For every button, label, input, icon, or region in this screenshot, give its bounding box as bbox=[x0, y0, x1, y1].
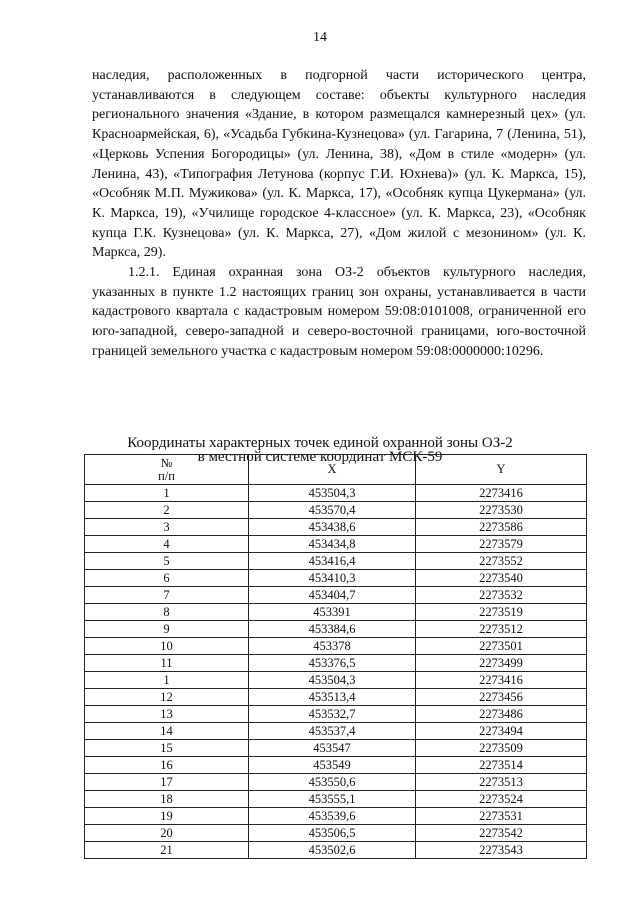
body-text bbox=[92, 66, 586, 362]
cell-x: 453384,6 bbox=[249, 621, 416, 638]
cell-y: 2273456 bbox=[416, 689, 587, 706]
table-header-row bbox=[85, 455, 587, 485]
table-row bbox=[85, 757, 587, 774]
cell-y: 2273530 bbox=[416, 502, 587, 519]
cell-y: 2273514 bbox=[416, 757, 587, 774]
table-row bbox=[85, 570, 587, 587]
table-row bbox=[85, 638, 587, 655]
cell-number: 9 bbox=[85, 621, 249, 638]
table-row bbox=[85, 808, 587, 825]
cell-x: 453539,6 bbox=[249, 808, 416, 825]
cell-x: 453438,6 bbox=[249, 519, 416, 536]
header-number-line-1: № bbox=[160, 455, 173, 470]
cell-y: 2273499 bbox=[416, 655, 587, 672]
cell-number: 11 bbox=[85, 655, 249, 672]
paragraph-1-2-1: 1.2.1. Единая охранная зона ОЗ-2 объектов культурного наследия, указанных в пункте 1.2 настоящих границ зон охраны, устанавливается в части кадастрового квартала с кадастровым номером 59:08:0101008, ограниченной его юго-западной, северо-западной и северо-восточной границами, юго-восточной границей земельного участка с кадастровым номером 59:08:0000000:10296. bbox=[92, 265, 586, 359]
cell-number: 5 bbox=[85, 553, 249, 570]
coordinates-table bbox=[84, 454, 587, 859]
cell-number: 14 bbox=[85, 723, 249, 740]
table-row bbox=[85, 723, 587, 740]
table-row bbox=[85, 655, 587, 672]
table-row bbox=[85, 689, 587, 706]
table-row bbox=[85, 621, 587, 638]
cell-x: 453550,6 bbox=[249, 774, 416, 791]
paragraph-continuation: наследия, расположенных в подгорной части исторического центра, устанавливаются в следующем составе: объекты культурного наследия регионального значения «Здание, в котором размещался камнерезный цех» (ул. Красноармейская, 6), «Усадьба Губкина-Кузнецова» (ул. Гагарина, 7 (Ленина, 51), «Церковь Успения Богородицы» (ул. Ленина, 38), «Дом в стиле «модерн» (ул. Ленина, 43), «Типография Летунова (корпус Г.И. Юхнева)» (ул. К. Маркса, 15), «Особняк М.П. Мужикова» (ул. К. Маркса, 17), «Особняк купца Цукермана» (ул. К. Маркса, 19), «Училище городское 4-классное» (ул. К. Маркса, 23), «Особняк купца Г.К. Кузнецова» (ул. К. Маркса, 27), «Дом жилой с мезонином» (ул. К. Маркса, 29). bbox=[92, 68, 586, 261]
cell-y: 2273579 bbox=[416, 536, 587, 553]
cell-y: 2273416 bbox=[416, 485, 587, 502]
cell-number: 21 bbox=[85, 842, 249, 859]
cell-x: 453504,3 bbox=[249, 672, 416, 689]
header-y: Y bbox=[416, 455, 587, 485]
table-row bbox=[85, 791, 587, 808]
header-x: X bbox=[249, 455, 416, 485]
cell-number: 8 bbox=[85, 604, 249, 621]
cell-y: 2273494 bbox=[416, 723, 587, 740]
table-row bbox=[85, 672, 587, 689]
cell-y: 2273524 bbox=[416, 791, 587, 808]
cell-number: 4 bbox=[85, 536, 249, 553]
cell-x: 453555,1 bbox=[249, 791, 416, 808]
table-row bbox=[85, 502, 587, 519]
table-row bbox=[85, 774, 587, 791]
cell-y: 2273513 bbox=[416, 774, 587, 791]
cell-y: 2273586 bbox=[416, 519, 587, 536]
table-row bbox=[85, 842, 587, 859]
table-row bbox=[85, 519, 587, 536]
table-row bbox=[85, 485, 587, 502]
cell-x: 453502,6 bbox=[249, 842, 416, 859]
cell-y: 2273509 bbox=[416, 740, 587, 757]
cell-x: 453376,5 bbox=[249, 655, 416, 672]
cell-number: 17 bbox=[85, 774, 249, 791]
cell-number: 2 bbox=[85, 502, 249, 519]
cell-x: 453513,4 bbox=[249, 689, 416, 706]
cell-number: 3 bbox=[85, 519, 249, 536]
cell-y: 2273531 bbox=[416, 808, 587, 825]
table-row bbox=[85, 553, 587, 570]
cell-x: 453504,3 bbox=[249, 485, 416, 502]
header-number bbox=[85, 455, 249, 485]
cell-y: 2273552 bbox=[416, 553, 587, 570]
cell-y: 2273543 bbox=[416, 842, 587, 859]
cell-number: 1 bbox=[85, 672, 249, 689]
cell-x: 453410,3 bbox=[249, 570, 416, 587]
cell-number: 16 bbox=[85, 757, 249, 774]
cell-number: 20 bbox=[85, 825, 249, 842]
table-row bbox=[85, 587, 587, 604]
cell-y: 2273486 bbox=[416, 706, 587, 723]
cell-x: 453416,4 bbox=[249, 553, 416, 570]
cell-number: 13 bbox=[85, 706, 249, 723]
cell-number: 6 bbox=[85, 570, 249, 587]
cell-x: 453506,5 bbox=[249, 825, 416, 842]
table-row bbox=[85, 706, 587, 723]
table-row bbox=[85, 740, 587, 757]
cell-x: 453570,4 bbox=[249, 502, 416, 519]
cell-y: 2273542 bbox=[416, 825, 587, 842]
cell-x: 453378 bbox=[249, 638, 416, 655]
cell-number: 19 bbox=[85, 808, 249, 825]
cell-y: 2273519 bbox=[416, 604, 587, 621]
cell-x: 453434,8 bbox=[249, 536, 416, 553]
cell-number: 12 bbox=[85, 689, 249, 706]
cell-x: 453404,7 bbox=[249, 587, 416, 604]
cell-y: 2273512 bbox=[416, 621, 587, 638]
table-row bbox=[85, 604, 587, 621]
table-row bbox=[85, 825, 587, 842]
cell-x: 453547 bbox=[249, 740, 416, 757]
cell-x: 453391 bbox=[249, 604, 416, 621]
cell-number: 18 bbox=[85, 791, 249, 808]
table-row bbox=[85, 536, 587, 553]
header-number-line-2: п/п bbox=[158, 468, 175, 483]
cell-number: 1 bbox=[85, 485, 249, 502]
page-number: 14 bbox=[313, 30, 327, 45]
cell-y: 2273532 bbox=[416, 587, 587, 604]
cell-number: 15 bbox=[85, 740, 249, 757]
cell-y: 2273501 bbox=[416, 638, 587, 655]
cell-x: 453537,4 bbox=[249, 723, 416, 740]
cell-x: 453532,7 bbox=[249, 706, 416, 723]
cell-number: 10 bbox=[85, 638, 249, 655]
table-body bbox=[85, 485, 587, 859]
cell-y: 2273540 bbox=[416, 570, 587, 587]
cell-y: 2273416 bbox=[416, 672, 587, 689]
table-title-line-2: в местной системе координат МСК-59 bbox=[197, 449, 443, 465]
cell-x: 453549 bbox=[249, 757, 416, 774]
cell-number: 7 bbox=[85, 587, 249, 604]
table-title-line-1: Координаты характерных точек единой охранной зоны ОЗ-2 bbox=[127, 435, 513, 451]
